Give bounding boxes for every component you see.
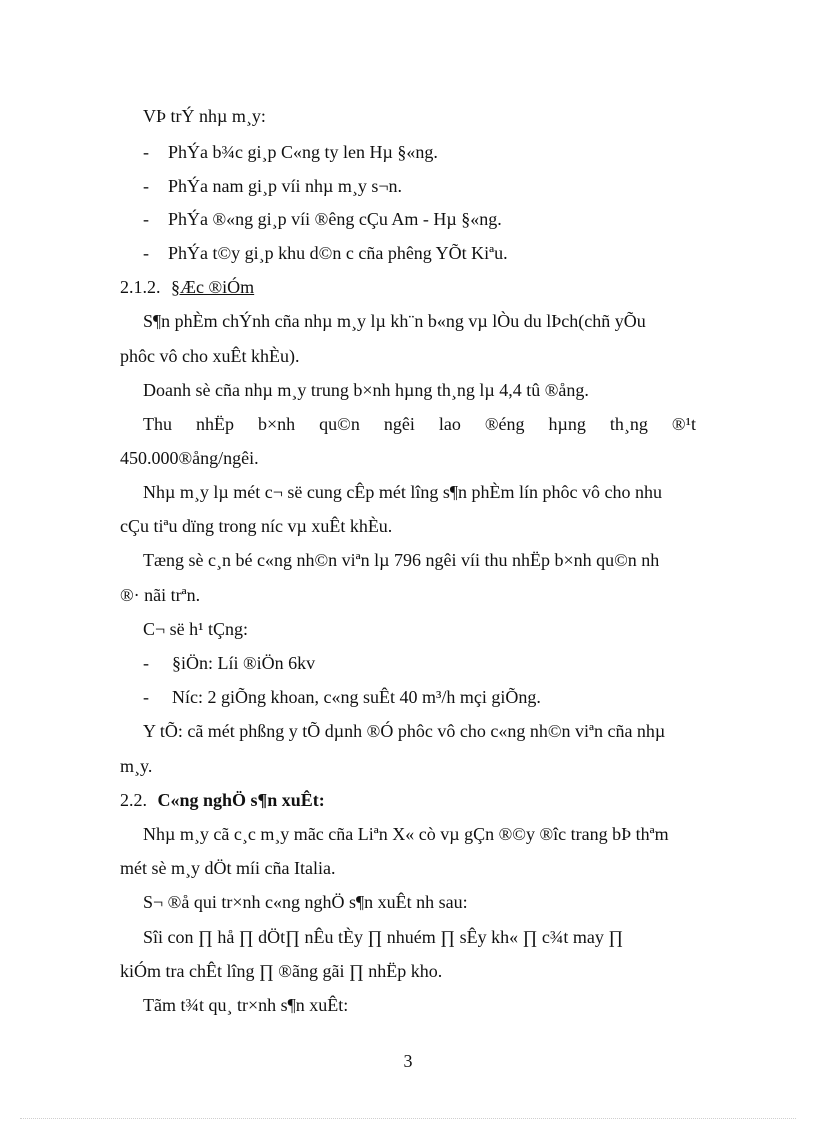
section-title: C«ng nghÖ s¶n xuÊt (157, 790, 319, 810)
location-south: PhÝa nam gi¸p víi nhµ m¸y s¬n. (168, 176, 403, 196)
page-number: 3 (403, 1051, 413, 1071)
paragraph-health-line1: Y tÕ: cã mét phßng y tÕ dµnh ®Ó phôc vô cho c«ng nh©n viªn cña nhµ (143, 721, 666, 741)
process-diagram-heading: S¬ ®å qui tr×nh c«ng nghÖ s¶n xuÊt nh sau: (143, 892, 468, 912)
section-title: §Æc ®iÓm (171, 277, 255, 297)
infrastructure-water: Níc: 2 giÕng khoan, c«ng suÊt 40 m³/h mçi giÕng. (172, 687, 541, 707)
bullet-marker: - (143, 243, 149, 263)
paragraph-supply-line2: cÇu tiªu dïng trong níc vµ xuÊt khÈu. (120, 516, 393, 536)
location-north: PhÝa b¾c gi¸p C«ng ty len Hµ §«ng. (168, 142, 438, 162)
paragraph-income-line2: 450.000®ång/ngêi. (120, 448, 259, 468)
process-steps-line2: kiÓm tra chÊt lîng ∏ ®ãng gãi ∏ nhËp kho. (120, 961, 443, 981)
paragraph-machinery-line2: mét sè m¸y dÖt míi cña Italia. (120, 858, 336, 878)
location-heading: VÞ trÝ nhµ m¸y: (143, 106, 266, 126)
bullet-marker: - (143, 653, 149, 673)
section-number: 2.1.2. (120, 277, 161, 297)
paragraph-staff-line2: ®· nãi trªn. (120, 585, 201, 605)
bullet-marker: - (143, 176, 149, 196)
paragraph-income-line1: Thu nhËp b×nh qu©n ngêi lao ®éng hµng th¸ng ®¹t (143, 414, 696, 434)
location-east: PhÝa ®«ng gi¸p víi ®êng cÇu Am - Hµ §«ng. (168, 209, 502, 229)
process-summary-heading: Tãm t¾t qu¸ tr×nh s¶n xuÊt: (143, 995, 349, 1015)
process-steps-line1: Sîi con ∏ hå ∏ dÖt∏ nÊu tÈy ∏ nhuém ∏ sÊy kh« ∏ c¾t may ∏ (143, 927, 624, 947)
bullet-marker: - (143, 142, 149, 162)
paragraph-products-line1 (143, 310, 696, 332)
paragraph-revenue: Doanh sè cña nhµ m¸y trung b×nh hµng th¸ng lµ 4,4 tû ®ång. (143, 380, 589, 400)
page-bottom-divider (20, 1118, 796, 1119)
bullet-marker: - (143, 209, 149, 229)
bullet-marker: - (143, 687, 149, 707)
paragraph-text: S¶n phÈm chÝnh cña nhµ m¸y lµ kh¨n b«ng vµ lÒu du lÞch(chñ yÕu (143, 311, 646, 331)
paragraph-staff-line1: Tæng sè c¸n bé c«ng nh©n viªn lµ 796 ngêi víi thu nhËp b×nh qu©n nh (143, 550, 660, 570)
paragraph-supply-line1: Nhµ m¸y lµ mét c¬ së cung cÊp mét lîng s¶n phÈm lín phôc vô cho nhu (143, 482, 662, 502)
infrastructure-heading: C¬ së h¹ tÇng: (143, 619, 249, 639)
paragraph-products-line2: phôc vô cho xuÊt khÈu). (120, 346, 300, 366)
paragraph-machinery-line1: Nhµ m¸y cã c¸c m¸y mãc cña Liªn X« cò vµ gÇn ®©y ®îc trang bÞ thªm (143, 824, 669, 844)
paragraph-health-line2: m¸y. (120, 756, 153, 776)
section-number: 2.2. (120, 790, 147, 810)
section-title-colon: : (318, 790, 325, 810)
section-heading-2-1-2 (120, 276, 272, 298)
location-west: PhÝa t©y gi¸p khu d©n c cña phêng YÕt Kiªu. (168, 243, 508, 263)
section-heading-2-2 (120, 789, 325, 811)
infrastructure-power: §iÖn: Líi ®iÖn 6kv (172, 653, 316, 673)
